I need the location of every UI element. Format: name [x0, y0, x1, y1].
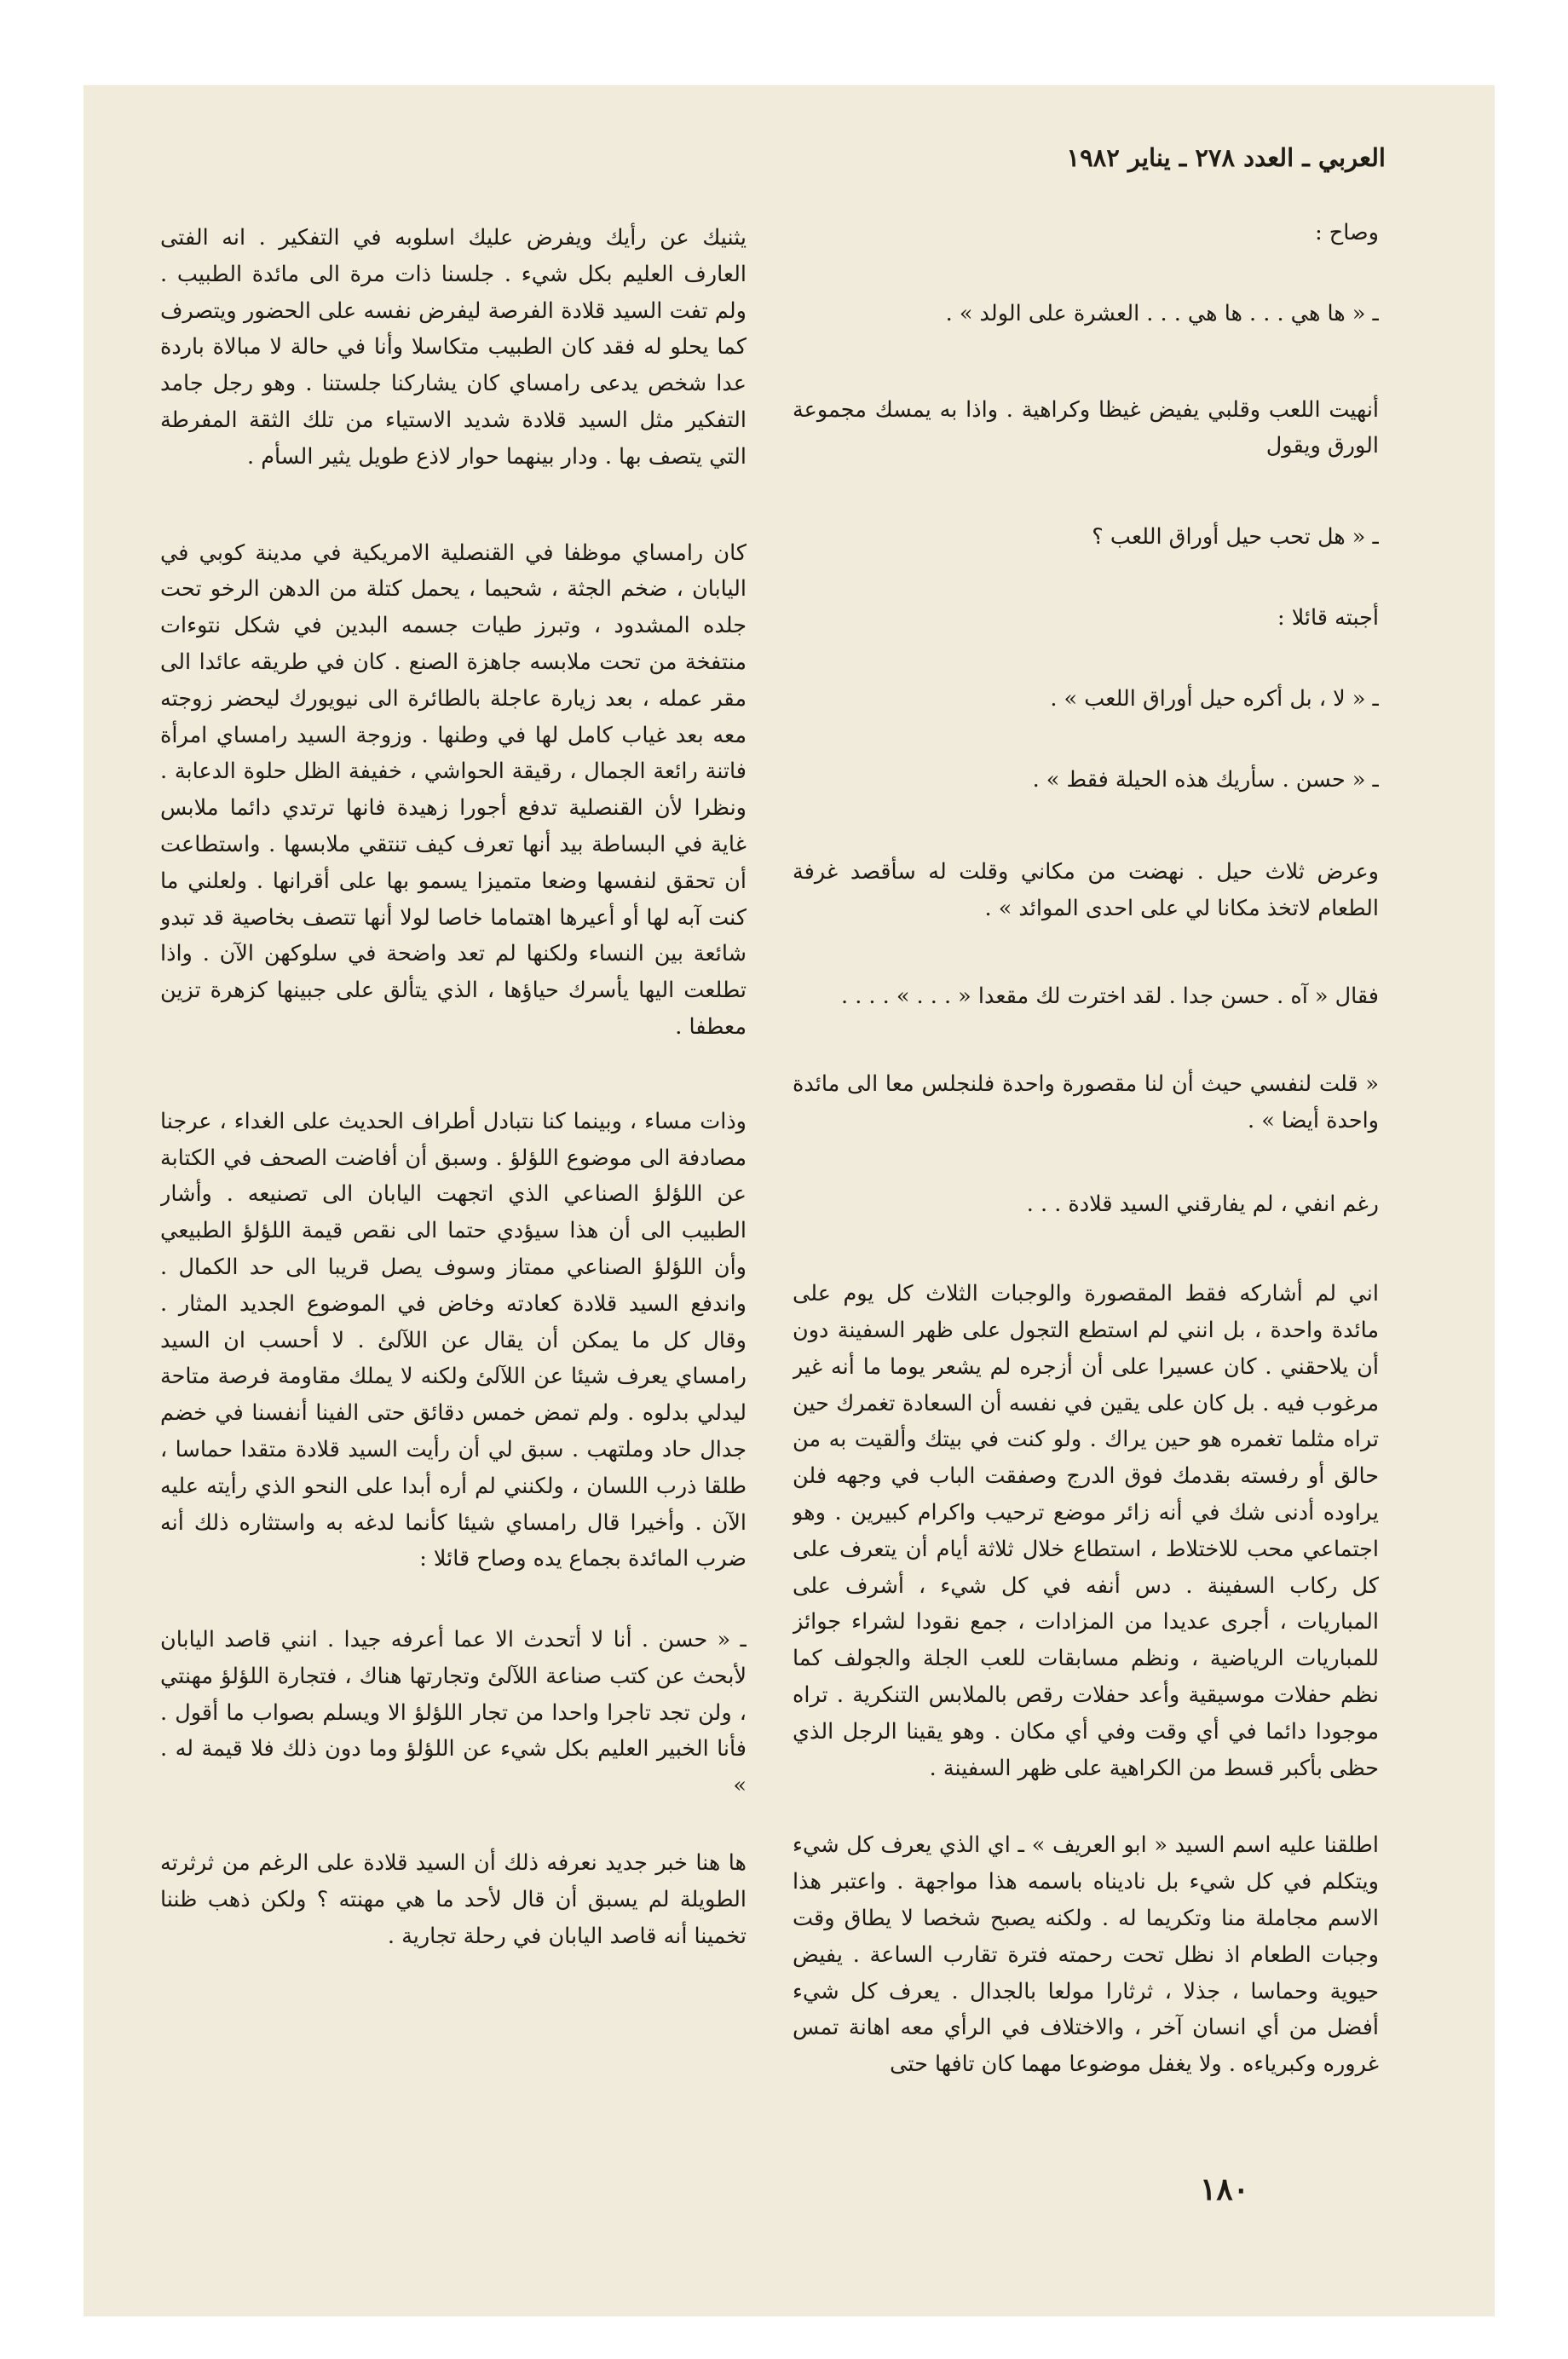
paragraph: اطلقنا عليه اسم السيد « ابو العريف » ـ اي الذي يعرف كل شيء ويتكلم في كل شيء بل ناديناه باسمه هذا مواجهة . واعتبر هذا الاسم مجاملة منا وتكريما له . ولكنه يصبح شخصا لا يطاق وقت وجبات الطعام اذ نظل تحت رحمته فترة تقارب الساعة . يفيض حيوية وحماسا ، جذلا ، ثرثارا مولعا بالجدال . يعرف كل شيء أفضل من أي انسان آخر ، والاختلاف في الرأي معه اهانة تمس غروره وكبرياءه . ولا يغفل موضوعا مهما كان تافها حتى — [793, 1832, 1379, 2078]
paragraph: ـ « حسن . أنا لا أتحدث الا عما أعرفه جيدا . انني قاصد اليابان لأبحث عن كتب صناعة اللآلئ وتجارتها هناك ، فتجارة اللؤلؤ مهنتي ، ولن تجد تاجرا واحدا من تجار اللؤلؤ الا ويسلم بصواب ما أقول . فأنا الخبير العليم بكل شيء عن اللؤلؤ وما دون ذلك فلا قيمة له . » — [160, 1627, 747, 1799]
page-number: ١٨٠ — [1200, 2172, 1250, 2207]
right-column — [793, 215, 1379, 2243]
paragraph: وعرض ثلاث حيل . نهضت من مكاني وقلت له سأقصد غرفة الطعام لاتخذ مكانا لي على احدى الموائد » . — [793, 859, 1379, 922]
left-column — [160, 220, 747, 2248]
paragraph: اني لم أشاركه فقط المقصورة والوجبات الثلاث كل يوم على مائدة واحدة ، بل انني لم استطع التجول على ظهر السفينة دون أن يلاحقني . كان عسيرا على أن أزجره لم يشعر يوما ما أنه غير مرغوب فيه . بل كان على يقين في نفسه أن السعادة تغمرك حين تراه مثلما تغمره هو حين يراك . ولو كنت في بيتك وألقيت به من حالق أو رفسته بقدمك فوق الدرج وصفقت الباب في وجهه فلن يراوده أدنى شك في أنه زائر موضع ترحيب واكرام كبيرين . وهو اجتماعي محب للاختلاط ، استطاع خلال ثلاثة أيام أن يتعرف على كل ركاب السفينة . دس أنفه في كل شيء ، أشرف على المباريات ، أجرى عديدا من المزادات ، جمع نقودا لشراء جوائز للمباريات الرياضية ، ونظم مسابقات للعب الجلة والجولف كما نظم حفلات موسيقية وأعد حفلات رقص بالملابس التنكرية . تراه موجودا دائما في أي وقت وفي أي مكان . وهو يقينا الرجل الذي حظى بأكبر قسط من الكراهية على ظهر السفينة . — [793, 1281, 1379, 1781]
paragraph: رغم انفي ، لم يفارقني السيد قلادة . . . — [1026, 1191, 1379, 1218]
paragraph: « قلت لنفسي حيث أن لنا مقصورة واحدة فلنجلس معا الى مائدة واحدة أيضا » . — [793, 1070, 1379, 1133]
paragraph: وصاح : — [1315, 220, 1379, 245]
paragraph: يثنيك عن رأيك ويفرض عليك اسلوبه في التفكير . انه الفتى العارف العليم بكل شيء . جلسنا ذات مرة الى مائدة الطبيب . ولم تفت السيد قلادة الفرصة ليفرض نفسه على الحضور ويتصرف كما يحلو له فقد كان الطبيب متكاسلا وأنا في حالة لا مبالاة باردة عدا شخص يدعى رامساي كان يشاركنا جلستنا . وهو رجل جامد التفكير مثل السيد قلادة شديد الاستياء من تلك الثقة المفرطة التي يتصف بها . ودار بينهما حوار لاذع طويل يثير السأم . — [160, 225, 747, 470]
paragraph: ـ « حسن . سأريك هذه الحيلة فقط » . — [1032, 766, 1379, 793]
paragraph: فقال « آه . حسن جدا . لقد اخترت لك مقعدا « . . . » . . . . — [840, 983, 1379, 1009]
paragraph: أنهيت اللعب وقلبي يفيض غيظا وكراهية . واذا به يمسك مجموعة الورق ويقول — [793, 396, 1379, 459]
paragraph: كان رامساي موظفا في القنصلية الامريكية في مدينة كوبي في اليابان ، ضخم الجثة ، شحيما ، يحمل كتلة من الدهن الرخو تحت جلده المشدود ، وتبرز طيات جسمه البدين في شكل نتوءات منتفخة من تحت ملابسه جاهزة الصنع . كان في طريقه عائدا الى مقر عمله ، بعد زيارة عاجلة بالطائرة الى نيويورك ليحضر زوجته معه بعد غياب كامل لها في وطنها . وزوجة السيد رامساي امرأة فاتنة رائعة الجمال ، رقيقة الحواشي ، خفيفة الظل حلوة الدعابة . ونظرا لأن القنصلية تدفع أجورا زهيدة فانها ترتدي دائما ملابس غاية في البساطة بيد أنها تعرف كيف تنتقي ملابسها . واستطاعت أن تحقق لنفسها وضعا متميزا يسمو بها على أقرانها . ولعلني ما كنت آبه لها أو أعيرها اهتماما خاصا لولا أنها تتصف بخاصية قد تبدو شائعة بين النساء ولكنها لم تعد واضحة في سلوكهن الآن . واذا تطلعت اليها يأسرك حياؤها ، الذي يتألق على جبينها كزهرة تزين معطفا . — [160, 539, 747, 1040]
paragraph: ها هنا خبر جديد نعرفه ذلك أن السيد قلادة على الرغم من ثرثرته الطويلة لم يسبق أن قال لأحد ما هي مهنته ؟ ولكن ذهب ظننا تخمينا أنه قاصد اليابان في رحلة تجارية . — [160, 1850, 747, 1949]
paragraph: وذات مساء ، وبينما كنا نتبادل أطراف الحديث على الغداء ، عرجنا مصادفة الى موضوع اللؤلؤ . وسبق أن أفاضت الصحف في الكتابة عن اللؤلؤ الصناعي الذي اتجهت اليابان الى تصنيعه . وأشار الطبيب الى أن هذا سيؤدي حتما الى نقص قيمة اللؤلؤ الطبيعي وأن اللؤلؤ الصناعي ممتاز وسوف يصل قريبا الى حد الكمال . واندفع السيد قلادة كعادته وخاض في الموضوع الجديد المثار . وقال كل ما يمكن أن يقال عن اللآلئ . لا أحسب ان السيد رامساي يعرف شيئا عن اللآلئ ولكنه لا يملك مقاومة فرصة متاحة ليدلي بدلوه . ولم تمض خمس دقائق حتى الفينا أنفسنا في خضم جدال حاد وملتهب . سبق لي أن رأيت السيد قلادة متقدا حماسا ، طلقا ذرب اللسان ، ولكنني لم أره أبدا على النحو الذي رأيته عليه الآن . وأخيرا قال رامساي شيئا كأنما لدغه به واستثاره ذلك أنه ضرب المائدة بجماع يده وصاح قائلا : — [160, 1108, 747, 1572]
paragraph: ـ « لا ، بل أكره حيل أوراق اللعب » . — [1050, 685, 1379, 712]
running-header: العربي ـ العدد ٢٧٨ ـ يناير ١٩٨٢ — [1066, 143, 1386, 172]
paragraph: ـ « ها هي . . . ها هي . . . العشرة على الولد » . — [945, 300, 1379, 326]
paragraph: أجبته قائلا : — [1277, 604, 1379, 631]
paragraph: ـ « هل تحب حيل أوراق اللعب ؟ — [1092, 524, 1379, 551]
